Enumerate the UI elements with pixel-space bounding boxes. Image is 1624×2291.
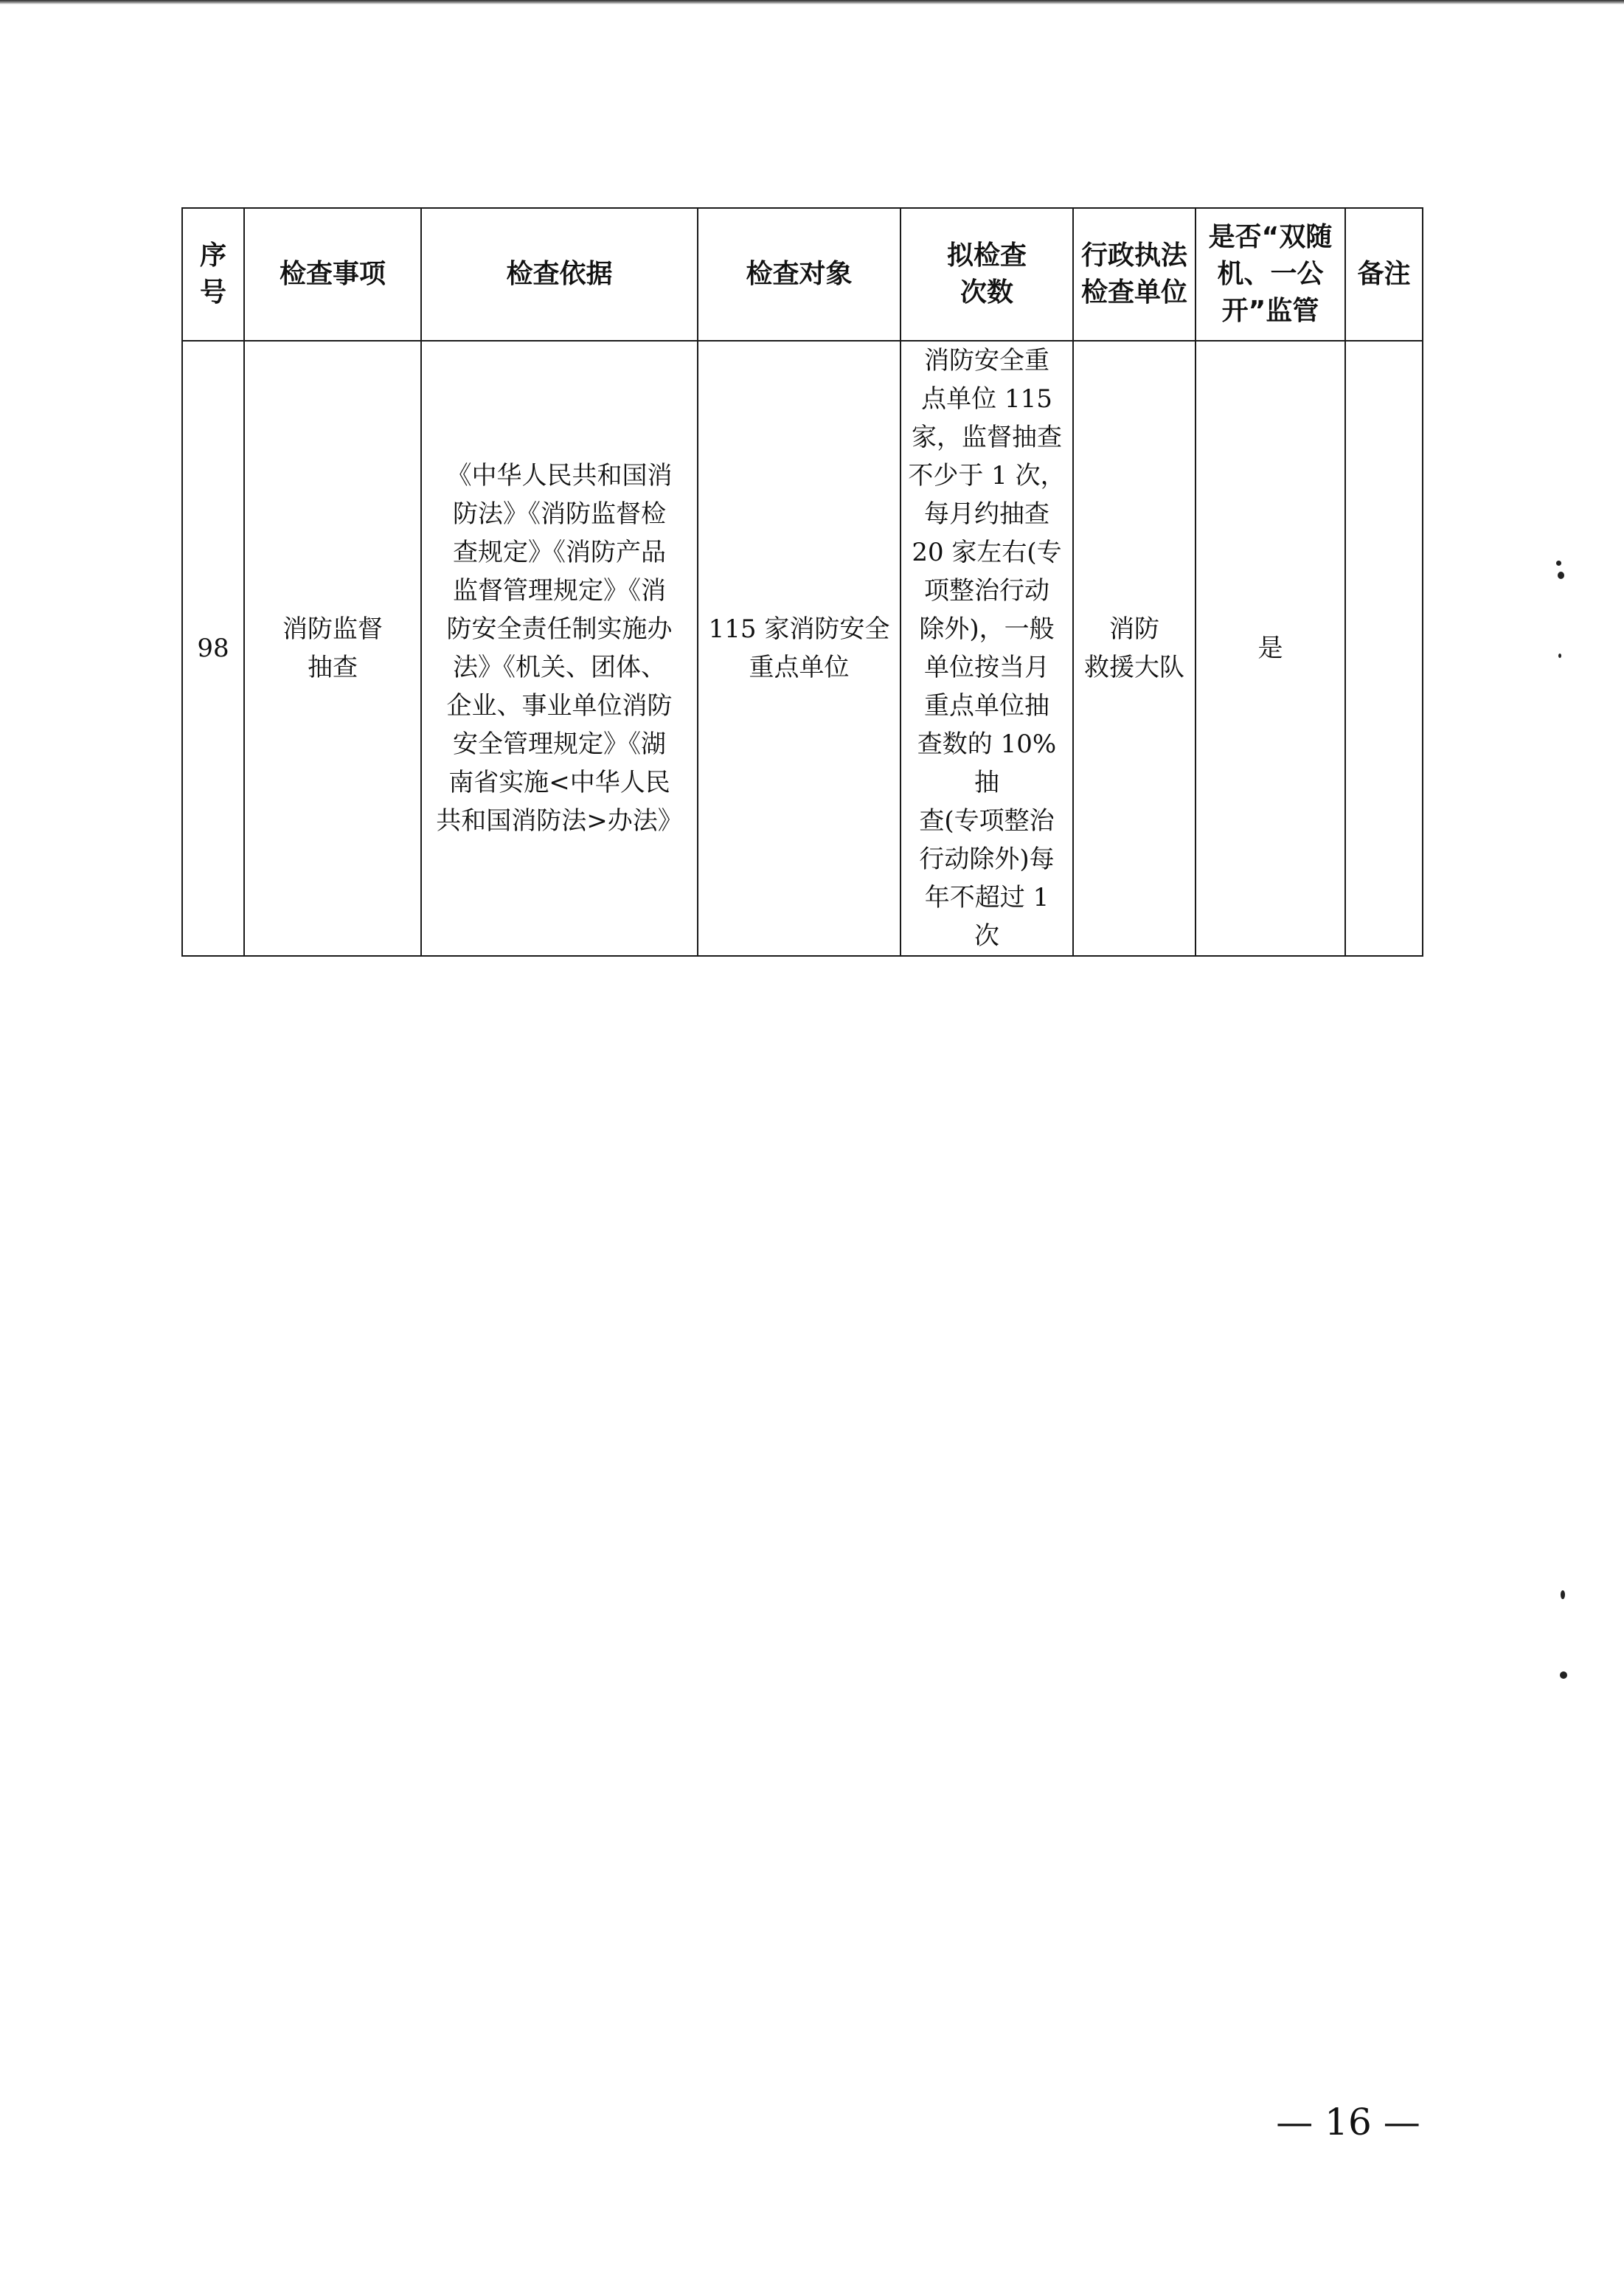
scan-speck (1560, 1671, 1567, 1679)
cell-frequency: 消防安全重 点单位 115 家，监督抽查 不少于 1 次， 每月约抽查 20 家左右(专 项整治行动 除外)，一般 单位按当月 重点单位抽 查数的 10%抽 查(专项整治 行动除外)每 年不超过 1 次 (901, 341, 1073, 956)
header-seq: 序 号 (182, 208, 244, 341)
scan-top-edge (0, 0, 1624, 4)
cell-remark (1345, 341, 1423, 956)
cell-basis: 《中华人民共和国消 防法》《消防监督检 查规定》《消防产品 监督管理规定》《消 防安全责任制实施办 法》《机关、团体、 企业、事业单位消防 安全管理规定》《湖 南省实施<中华人民 共和国消防法>办法》 (421, 341, 698, 956)
scan-speck (1558, 654, 1561, 658)
header-frequency: 拟检查 次数 (901, 208, 1073, 341)
inspection-table (181, 207, 1423, 957)
header-target: 检查对象 (698, 208, 901, 341)
page-number: — 16 — (1276, 2101, 1420, 2143)
cell-unit: 消防 救援大队 (1073, 341, 1196, 956)
header-double-random: 是否“双随 机、一公 开”监管 (1196, 208, 1345, 341)
header-item: 检查事项 (244, 208, 421, 341)
header-row (182, 208, 1423, 341)
cell-item: 消防监督 抽查 (244, 341, 421, 956)
cell-target: 115 家消防安全 重点单位 (698, 341, 901, 956)
header-basis: 检查依据 (421, 208, 698, 341)
cell-double-random: 是 (1196, 341, 1345, 956)
scan-speck (1558, 572, 1564, 579)
inspection-table-container (181, 207, 1422, 957)
header-remark: 备注 (1345, 208, 1423, 341)
cell-seq: 98 (182, 341, 244, 956)
header-unit: 行政执法 检查单位 (1073, 208, 1196, 341)
scan-speck (1556, 561, 1561, 566)
scan-speck (1561, 1590, 1565, 1599)
table-row (182, 341, 1423, 956)
